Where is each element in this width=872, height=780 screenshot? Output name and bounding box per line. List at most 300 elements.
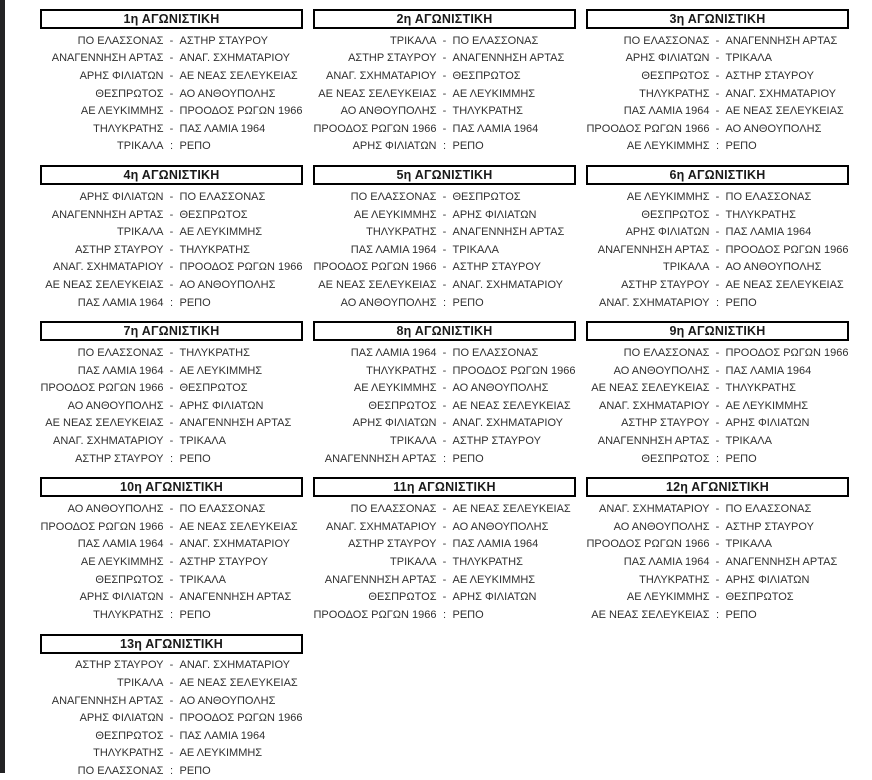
match-separator: -: [715, 364, 720, 377]
match-separator: -: [169, 190, 174, 203]
matchday-section: [313, 9, 576, 155]
match-separator: -: [442, 122, 447, 135]
match-separator: -: [715, 347, 720, 360]
away-team: ΑΕ ΛΕΥΚΙΜΜΗΣ: [452, 87, 536, 100]
match-separator: -: [442, 399, 447, 412]
home-team: ΤΡΙΚΑΛΑ: [117, 140, 164, 153]
matchday-title-box: [40, 9, 303, 29]
match-separator: -: [442, 435, 447, 448]
away-team: ΠΑΣ ΛΑΜΙΑ 1964: [179, 729, 266, 742]
match-row: [313, 120, 576, 138]
match-row: [40, 188, 303, 206]
match-separator: -: [715, 226, 720, 239]
home-team: ΤΗΛΥΚΡΑΤΗΣ: [93, 608, 164, 621]
match-separator: -: [715, 122, 720, 135]
away-team: ΠΟ ΕΛΑΣΣΟΝΑΣ: [452, 34, 539, 47]
home-team: ΑΟ ΑΝΘΟΥΠΟΛΗΣ: [67, 503, 164, 516]
match-separator: -: [169, 243, 174, 256]
match-separator: -: [169, 122, 174, 135]
match-row: [586, 500, 849, 518]
away-team: ΑΝΑΓ. ΣΧΗΜΑΤΑΡΙΟΥ: [725, 87, 837, 100]
match-row: [313, 67, 576, 85]
home-team: ΑΝΑΓΕΝΝΗΣΗ ΑΡΤΑΣ: [597, 243, 710, 256]
away-team: ΡΕΠΟ: [452, 296, 484, 309]
match-row: [40, 432, 303, 450]
matchday-section: [40, 9, 303, 155]
home-team: ΑΟ ΑΝΘΟΥΠΟΛΗΣ: [613, 364, 710, 377]
away-team: ΘΕΣΠΡΩΤΟΣ: [452, 190, 521, 203]
match-separator: -: [169, 520, 174, 533]
home-team: ΑΣΤΗΡ ΣΤΑΥΡΟΥ: [75, 452, 164, 465]
match-separator: -: [169, 659, 174, 672]
match-separator: -: [169, 208, 174, 221]
match-row: [586, 50, 849, 68]
match-row: [40, 241, 303, 259]
away-team: ΑΟ ΑΝΘΟΥΠΟΛΗΣ: [179, 278, 276, 291]
home-team: ΘΕΣΠΡΩΤΟΣ: [641, 208, 710, 221]
home-team: ΑΡΗΣ ΦΙΛΙΑΤΩΝ: [79, 69, 164, 82]
match-separator: :: [442, 452, 447, 465]
home-team: ΠΑΣ ΛΑΜΙΑ 1964: [350, 347, 437, 360]
match-row: [586, 553, 849, 571]
away-team: ΘΕΣΠΡΩΤΟΣ: [179, 382, 248, 395]
away-team: ΠΡΟΟΔΟΣ ΡΩΓΩΝ 1966: [179, 105, 303, 118]
match-separator: -: [442, 261, 447, 274]
matchday-title: 1η ΑΓΩΝΙΣΤΙΚΗ: [123, 12, 220, 26]
away-team: ΡΕΠΟ: [179, 608, 211, 621]
match-separator: -: [442, 347, 447, 360]
match-separator: -: [169, 556, 174, 569]
match-separator: :: [715, 452, 720, 465]
match-separator: -: [715, 417, 720, 430]
away-team: ΤΗΛΥΚΡΑΤΗΣ: [452, 105, 523, 118]
match-separator: -: [169, 364, 174, 377]
away-team: ΠΡΟΟΔΟΣ ΡΩΓΩΝ 1966: [725, 347, 849, 360]
home-team: ΑΟ ΑΝΘΟΥΠΟΛΗΣ: [67, 399, 164, 412]
away-team: ΑΝΑΓ. ΣΧΗΜΑΤΑΡΙΟΥ: [452, 278, 564, 291]
home-team: ΑΝΑΓ. ΣΧΗΜΑΤΑΡΙΟΥ: [598, 399, 710, 412]
matchday-title-box: [313, 477, 576, 497]
match-separator: -: [715, 243, 720, 256]
match-row: [40, 259, 303, 277]
home-team: ΤΡΙΚΑΛΑ: [117, 226, 164, 239]
home-team: ΠΟ ΕΛΑΣΣΟΝΑΣ: [623, 347, 710, 360]
away-team: ΡΕΠΟ: [452, 452, 484, 465]
matchday-section: [586, 477, 849, 623]
home-team: ΑΝΑΓΕΝΝΗΣΗ ΑΡΤΑΣ: [51, 694, 164, 707]
home-team: ΑΕ ΛΕΥΚΙΜΜΗΣ: [626, 140, 710, 153]
away-team: ΡΕΠΟ: [452, 608, 484, 621]
home-team: ΑΡΗΣ ΦΙΛΙΑΤΩΝ: [79, 591, 164, 604]
home-team: ΤΗΛΥΚΡΑΤΗΣ: [366, 364, 437, 377]
matchday-section: [40, 165, 303, 311]
match-separator: -: [442, 591, 447, 604]
away-team: ΑΡΗΣ ΦΙΛΙΑΤΩΝ: [452, 208, 537, 221]
home-team: ΠΟ ΕΛΑΣΣΟΝΑΣ: [350, 190, 437, 203]
match-separator: :: [442, 296, 447, 309]
match-separator: -: [715, 34, 720, 47]
match-row: [40, 138, 303, 156]
match-separator: :: [715, 140, 720, 153]
match-separator: -: [442, 208, 447, 221]
home-team: ΑΕ ΛΕΥΚΙΜΜΗΣ: [626, 591, 710, 604]
matchday-rows: [40, 185, 303, 311]
match-separator: -: [442, 278, 447, 291]
match-separator: -: [169, 503, 174, 516]
away-team: ΑΕ ΝΕΑΣ ΣΕΛΕΥΚΕΙΑΣ: [179, 69, 298, 82]
match-row: [313, 50, 576, 68]
match-row: [40, 276, 303, 294]
away-team: ΡΕΠΟ: [725, 140, 757, 153]
away-team: ΤΗΛΥΚΡΑΤΗΣ: [179, 347, 250, 360]
match-separator: -: [442, 226, 447, 239]
match-separator: -: [715, 105, 720, 118]
match-row: [40, 745, 303, 763]
matchday-section: [313, 321, 576, 467]
matchday-rows: [313, 185, 576, 311]
match-row: [40, 380, 303, 398]
match-row: [40, 415, 303, 433]
away-team: ΠΡΟΟΔΟΣ ΡΩΓΩΝ 1966: [179, 712, 303, 725]
home-team: ΑΕ ΛΕΥΚΙΜΜΗΣ: [626, 190, 710, 203]
page-edge-strip: [0, 0, 5, 773]
matchday-rows: [40, 29, 303, 155]
matchday-title-box: [40, 634, 303, 654]
matchday-title-box: [313, 321, 576, 341]
matchday-title-box: [40, 477, 303, 497]
match-row: [40, 450, 303, 468]
home-team: ΘΕΣΠΡΩΤΟΣ: [95, 729, 164, 742]
home-team: ΑΟ ΑΝΘΟΥΠΟΛΗΣ: [613, 520, 710, 533]
matchday-rows: [313, 497, 576, 623]
match-row: [313, 588, 576, 606]
away-team: ΤΗΛΥΚΡΑΤΗΣ: [452, 556, 523, 569]
away-team: ΠΟ ΕΛΑΣΣΟΝΑΣ: [725, 503, 812, 516]
away-team: ΠΟ ΕΛΑΣΣΟΝΑΣ: [179, 190, 266, 203]
home-team: ΠΡΟΟΔΟΣ ΡΩΓΩΝ 1966: [586, 538, 710, 551]
match-row: [586, 415, 849, 433]
match-separator: -: [169, 435, 174, 448]
home-team: ΤΗΛΥΚΡΑΤΗΣ: [366, 226, 437, 239]
matchday-rows: [40, 341, 303, 467]
away-team: ΑΝΑΓΕΝΝΗΣΗ ΑΡΤΑΣ: [179, 591, 292, 604]
away-team: ΑΡΗΣ ΦΙΛΙΑΤΩΝ: [725, 417, 810, 430]
match-separator: :: [169, 296, 174, 309]
away-team: ΑΣΤΗΡ ΣΤΑΥΡΟΥ: [452, 261, 541, 274]
home-team: ΑΝΑΓΕΝΝΗΣΗ ΑΡΤΑΣ: [51, 208, 164, 221]
matchday-rows: [586, 497, 849, 623]
match-separator: -: [169, 712, 174, 725]
matchday-title: 9η ΑΓΩΝΙΣΤΙΚΗ: [669, 324, 766, 339]
match-separator: -: [715, 591, 720, 604]
away-team: ΤΗΛΥΚΡΑΤΗΣ: [725, 208, 796, 221]
matchday-section: [313, 477, 576, 623]
away-team: ΠΡΟΟΔΟΣ ΡΩΓΩΝ 1966: [725, 243, 849, 256]
away-team: ΑΕ ΝΕΑΣ ΣΕΛΕΥΚΕΙΑΣ: [725, 278, 844, 291]
match-row: [313, 432, 576, 450]
match-row: [313, 500, 576, 518]
match-row: [40, 102, 303, 120]
match-separator: :: [442, 140, 447, 153]
away-team: ΠΑΣ ΛΑΜΙΑ 1964: [452, 538, 539, 551]
match-separator: -: [715, 435, 720, 448]
match-row: [586, 223, 849, 241]
away-team: ΑΟ ΑΝΘΟΥΠΟΛΗΣ: [725, 261, 822, 274]
match-row: [313, 536, 576, 554]
home-team: ΤΗΛΥΚΡΑΤΗΣ: [93, 747, 164, 760]
home-team: ΑΕ ΝΕΑΣ ΣΕΛΕΥΚΕΙΑΣ: [591, 608, 710, 621]
match-row: [40, 32, 303, 50]
home-team: ΑΡΗΣ ΦΙΛΙΑΤΩΝ: [625, 226, 710, 239]
match-row: [40, 120, 303, 138]
match-row: [40, 85, 303, 103]
matchday-title: 6η ΑΓΩΝΙΣΤΙΚΗ: [669, 168, 766, 183]
home-team: ΘΕΣΠΡΩΤΟΣ: [95, 573, 164, 586]
away-team: ΑΡΗΣ ΦΙΛΙΑΤΩΝ: [452, 591, 537, 604]
home-team: ΘΕΣΠΡΩΤΟΣ: [95, 87, 164, 100]
match-separator: -: [169, 34, 174, 47]
home-team: ΠΑΣ ΛΑΜΙΑ 1964: [350, 243, 437, 256]
away-team: ΑΕ ΝΕΑΣ ΣΕΛΕΥΚΕΙΑΣ: [179, 677, 298, 690]
match-row: [586, 294, 849, 312]
matchday-title: 7η ΑΓΩΝΙΣΤΙΚΗ: [123, 324, 220, 339]
match-row: [586, 32, 849, 50]
match-separator: :: [715, 296, 720, 309]
home-team: ΑΡΗΣ ΦΙΛΙΑΤΩΝ: [79, 190, 164, 203]
away-team: ΑΝΑΓ. ΣΧΗΜΑΤΑΡΙΟΥ: [179, 52, 291, 65]
away-team: ΑΟ ΑΝΘΟΥΠΟΛΗΣ: [452, 382, 549, 395]
match-separator: -: [442, 34, 447, 47]
match-separator: -: [715, 520, 720, 533]
match-row: [40, 606, 303, 624]
away-team: ΠΑΣ ΛΑΜΙΑ 1964: [452, 122, 539, 135]
home-team: ΑΣΤΗΡ ΣΤΑΥΡΟΥ: [621, 278, 710, 291]
match-separator: -: [442, 382, 447, 395]
home-team: ΑΕ ΝΕΑΣ ΣΕΛΕΥΚΕΙΑΣ: [318, 87, 437, 100]
match-separator: :: [169, 764, 174, 777]
matchday-title-box: [586, 477, 849, 497]
away-team: ΡΕΠΟ: [179, 452, 211, 465]
home-team: ΤΗΛΥΚΡΑΤΗΣ: [639, 87, 710, 100]
home-team: ΑΝΑΓ. ΣΧΗΜΑΤΑΡΙΟΥ: [598, 503, 710, 516]
match-row: [40, 762, 303, 780]
match-row: [313, 188, 576, 206]
away-team: ΡΕΠΟ: [179, 296, 211, 309]
home-team: ΤΡΙΚΑΛΑ: [663, 261, 710, 274]
match-row: [586, 102, 849, 120]
match-row: [313, 415, 576, 433]
matchday-title: 11η ΑΓΩΝΙΣΤΙΚΗ: [393, 480, 496, 495]
matchday-title-box: [586, 9, 849, 29]
match-row: [586, 259, 849, 277]
away-team: ΑΟ ΑΝΘΟΥΠΟΛΗΣ: [179, 694, 276, 707]
away-team: ΑΕ ΛΕΥΚΙΜΜΗΣ: [179, 747, 263, 760]
home-team: ΤΗΛΥΚΡΑΤΗΣ: [639, 573, 710, 586]
away-team: ΤΡΙΚΑΛΑ: [452, 243, 499, 256]
away-team: ΑΣΤΗΡ ΣΤΑΥΡΟΥ: [179, 556, 268, 569]
match-separator: -: [442, 52, 447, 65]
match-row: [313, 102, 576, 120]
match-separator: -: [442, 243, 447, 256]
match-row: [40, 67, 303, 85]
away-team: ΤΡΙΚΑΛΑ: [725, 435, 772, 448]
match-separator: -: [169, 747, 174, 760]
match-row: [586, 450, 849, 468]
home-team: ΘΕΣΠΡΩΤΟΣ: [368, 591, 437, 604]
match-row: [40, 536, 303, 554]
matchday-rows: [40, 497, 303, 623]
away-team: ΑΕ ΛΕΥΚΙΜΜΗΣ: [179, 364, 263, 377]
match-separator: -: [169, 591, 174, 604]
home-team: ΠΡΟΟΔΟΣ ΡΩΓΩΝ 1966: [40, 520, 164, 533]
away-team: ΑΕ ΛΕΥΚΙΜΜΗΣ: [179, 226, 263, 239]
home-team: ΘΕΣΠΡΩΤΟΣ: [641, 452, 710, 465]
match-row: [586, 67, 849, 85]
home-team: ΤΡΙΚΑΛΑ: [390, 34, 437, 47]
home-team: ΑΡΗΣ ΦΙΛΙΑΤΩΝ: [79, 712, 164, 725]
home-team: ΑΝΑΓ. ΣΧΗΜΑΤΑΡΙΟΥ: [325, 69, 437, 82]
matchday-title: 5η ΑΓΩΝΙΣΤΙΚΗ: [396, 168, 493, 183]
home-team: ΠΡΟΟΔΟΣ ΡΩΓΩΝ 1966: [313, 122, 437, 135]
away-team: ΑΟ ΑΝΘΟΥΠΟΛΗΣ: [725, 122, 822, 135]
home-team: ΠΟ ΕΛΑΣΣΟΝΑΣ: [623, 34, 710, 47]
home-team: ΑΟ ΑΝΘΟΥΠΟΛΗΣ: [340, 105, 437, 118]
match-row: [313, 138, 576, 156]
away-team: ΑΕ ΝΕΑΣ ΣΕΛΕΥΚΕΙΑΣ: [452, 399, 571, 412]
away-team: ΤΗΛΥΚΡΑΤΗΣ: [179, 243, 250, 256]
match-separator: -: [169, 399, 174, 412]
match-separator: -: [715, 208, 720, 221]
match-separator: -: [715, 69, 720, 82]
away-team: ΡΕΠΟ: [452, 140, 484, 153]
away-team: ΑΝΑΓΕΝΝΗΣΗ ΑΡΤΑΣ: [452, 226, 565, 239]
away-team: ΑΣΤΗΡ ΣΤΑΥΡΟΥ: [179, 34, 268, 47]
match-separator: -: [169, 261, 174, 274]
match-separator: -: [442, 538, 447, 551]
match-separator: :: [715, 608, 720, 621]
match-row: [313, 241, 576, 259]
matchday-title-box: [40, 321, 303, 341]
away-team: ΑΣΤΗΡ ΣΤΑΥΡΟΥ: [725, 69, 814, 82]
home-team: ΑΟ ΑΝΘΟΥΠΟΛΗΣ: [340, 296, 437, 309]
match-separator: -: [169, 729, 174, 742]
match-row: [586, 536, 849, 554]
match-separator: -: [169, 538, 174, 551]
match-row: [313, 397, 576, 415]
match-separator: -: [715, 278, 720, 291]
away-team: ΑΟ ΑΝΘΟΥΠΟΛΗΣ: [452, 520, 549, 533]
home-team: ΑΕ ΝΕΑΣ ΣΕΛΕΥΚΕΙΑΣ: [45, 278, 164, 291]
home-team: ΑΕ ΝΕΑΣ ΣΕΛΕΥΚΕΙΑΣ: [318, 278, 437, 291]
matchday-rows: [586, 341, 849, 467]
matchday-section: [40, 477, 303, 623]
match-row: [586, 571, 849, 589]
away-team: ΑΝΑΓΕΝΝΗΣΗ ΑΡΤΑΣ: [725, 556, 838, 569]
match-separator: :: [442, 608, 447, 621]
matchday-title-box: [586, 321, 849, 341]
match-row: [40, 223, 303, 241]
match-row: [313, 32, 576, 50]
matchday-rows: [586, 29, 849, 155]
matchday-title: 3η ΑΓΩΝΙΣΤΙΚΗ: [669, 12, 766, 26]
match-row: [586, 380, 849, 398]
match-separator: :: [169, 608, 174, 621]
away-team: ΑΣΤΗΡ ΣΤΑΥΡΟΥ: [452, 435, 541, 448]
match-row: [586, 432, 849, 450]
matchday-section: [586, 9, 849, 155]
match-separator: -: [169, 278, 174, 291]
home-team: ΑΝΑΓ. ΣΧΗΜΑΤΑΡΙΟΥ: [52, 435, 164, 448]
match-separator: -: [715, 503, 720, 516]
away-team: ΑΕ ΝΕΑΣ ΣΕΛΕΥΚΕΙΑΣ: [452, 503, 571, 516]
home-team: ΠΡΟΟΔΟΣ ΡΩΓΩΝ 1966: [313, 261, 437, 274]
match-row: [313, 571, 576, 589]
away-team: ΑΝΑΓ. ΣΧΗΜΑΤΑΡΙΟΥ: [452, 417, 564, 430]
away-team: ΠΡΟΟΔΟΣ ΡΩΓΩΝ 1966: [179, 261, 303, 274]
fixtures-grid: [40, 9, 849, 780]
matchday-title-box: [313, 165, 576, 185]
home-team: ΘΕΣΠΡΩΤΟΣ: [368, 399, 437, 412]
home-team: ΠΡΟΟΔΟΣ ΡΩΓΩΝ 1966: [586, 122, 710, 135]
match-row: [40, 206, 303, 224]
match-separator: -: [169, 677, 174, 690]
match-row: [586, 362, 849, 380]
match-row: [40, 362, 303, 380]
match-row: [313, 276, 576, 294]
match-row: [40, 657, 303, 675]
away-team: ΑΣΤΗΡ ΣΤΑΥΡΟΥ: [725, 520, 814, 533]
home-team: ΤΡΙΚΑΛΑ: [117, 677, 164, 690]
match-separator: -: [442, 556, 447, 569]
away-team: ΤΡΙΚΑΛΑ: [725, 538, 772, 551]
match-row: [586, 85, 849, 103]
home-team: ΑΝΑΓ. ΣΧΗΜΑΤΑΡΙΟΥ: [52, 261, 164, 274]
match-row: [40, 50, 303, 68]
match-separator: -: [715, 261, 720, 274]
home-team: ΑΝΑΓΕΝΝΗΣΗ ΑΡΤΑΣ: [51, 52, 164, 65]
match-row: [313, 294, 576, 312]
home-team: ΑΝΑΓ. ΣΧΗΜΑΤΑΡΙΟΥ: [325, 520, 437, 533]
matchday-title: 2η ΑΓΩΝΙΣΤΙΚΗ: [396, 12, 493, 26]
home-team: ΑΡΗΣ ΦΙΛΙΑΤΩΝ: [352, 417, 437, 430]
home-team: ΑΝΑΓΕΝΝΗΣΗ ΑΡΤΑΣ: [324, 573, 437, 586]
away-team: ΤΡΙΚΑΛΑ: [725, 52, 772, 65]
home-team: ΑΡΗΣ ΦΙΛΙΑΤΩΝ: [625, 52, 710, 65]
away-team: ΤΗΛΥΚΡΑΤΗΣ: [725, 382, 796, 395]
match-row: [40, 588, 303, 606]
match-row: [40, 692, 303, 710]
home-team: ΑΝΑΓ. ΣΧΗΜΑΤΑΡΙΟΥ: [598, 296, 710, 309]
home-team: ΑΡΗΣ ΦΙΛΙΑΤΩΝ: [352, 140, 437, 153]
matchday-section: [40, 321, 303, 467]
away-team: ΑΝΑΓ. ΣΧΗΜΑΤΑΡΙΟΥ: [179, 538, 291, 551]
match-separator: -: [715, 573, 720, 586]
home-team: ΠΑΣ ΛΑΜΙΑ 1964: [623, 556, 710, 569]
match-separator: -: [442, 69, 447, 82]
home-team: ΠΟ ΕΛΑΣΣΟΝΑΣ: [77, 764, 164, 777]
away-team: ΤΡΙΚΑΛΑ: [179, 573, 226, 586]
matchday-title: 12η ΑΓΩΝΙΣΤΙΚΗ: [665, 480, 770, 495]
matchday-title-box: [313, 9, 576, 29]
match-separator: -: [442, 573, 447, 586]
away-team: ΠΟ ΕΛΑΣΣΟΝΑΣ: [179, 503, 266, 516]
away-team: ΑΡΗΣ ΦΙΛΙΑΤΩΝ: [725, 573, 810, 586]
match-separator: -: [442, 520, 447, 533]
matchday-title-box: [586, 165, 849, 185]
match-row: [40, 553, 303, 571]
home-team: ΤΗΛΥΚΡΑΤΗΣ: [93, 122, 164, 135]
match-row: [40, 727, 303, 745]
